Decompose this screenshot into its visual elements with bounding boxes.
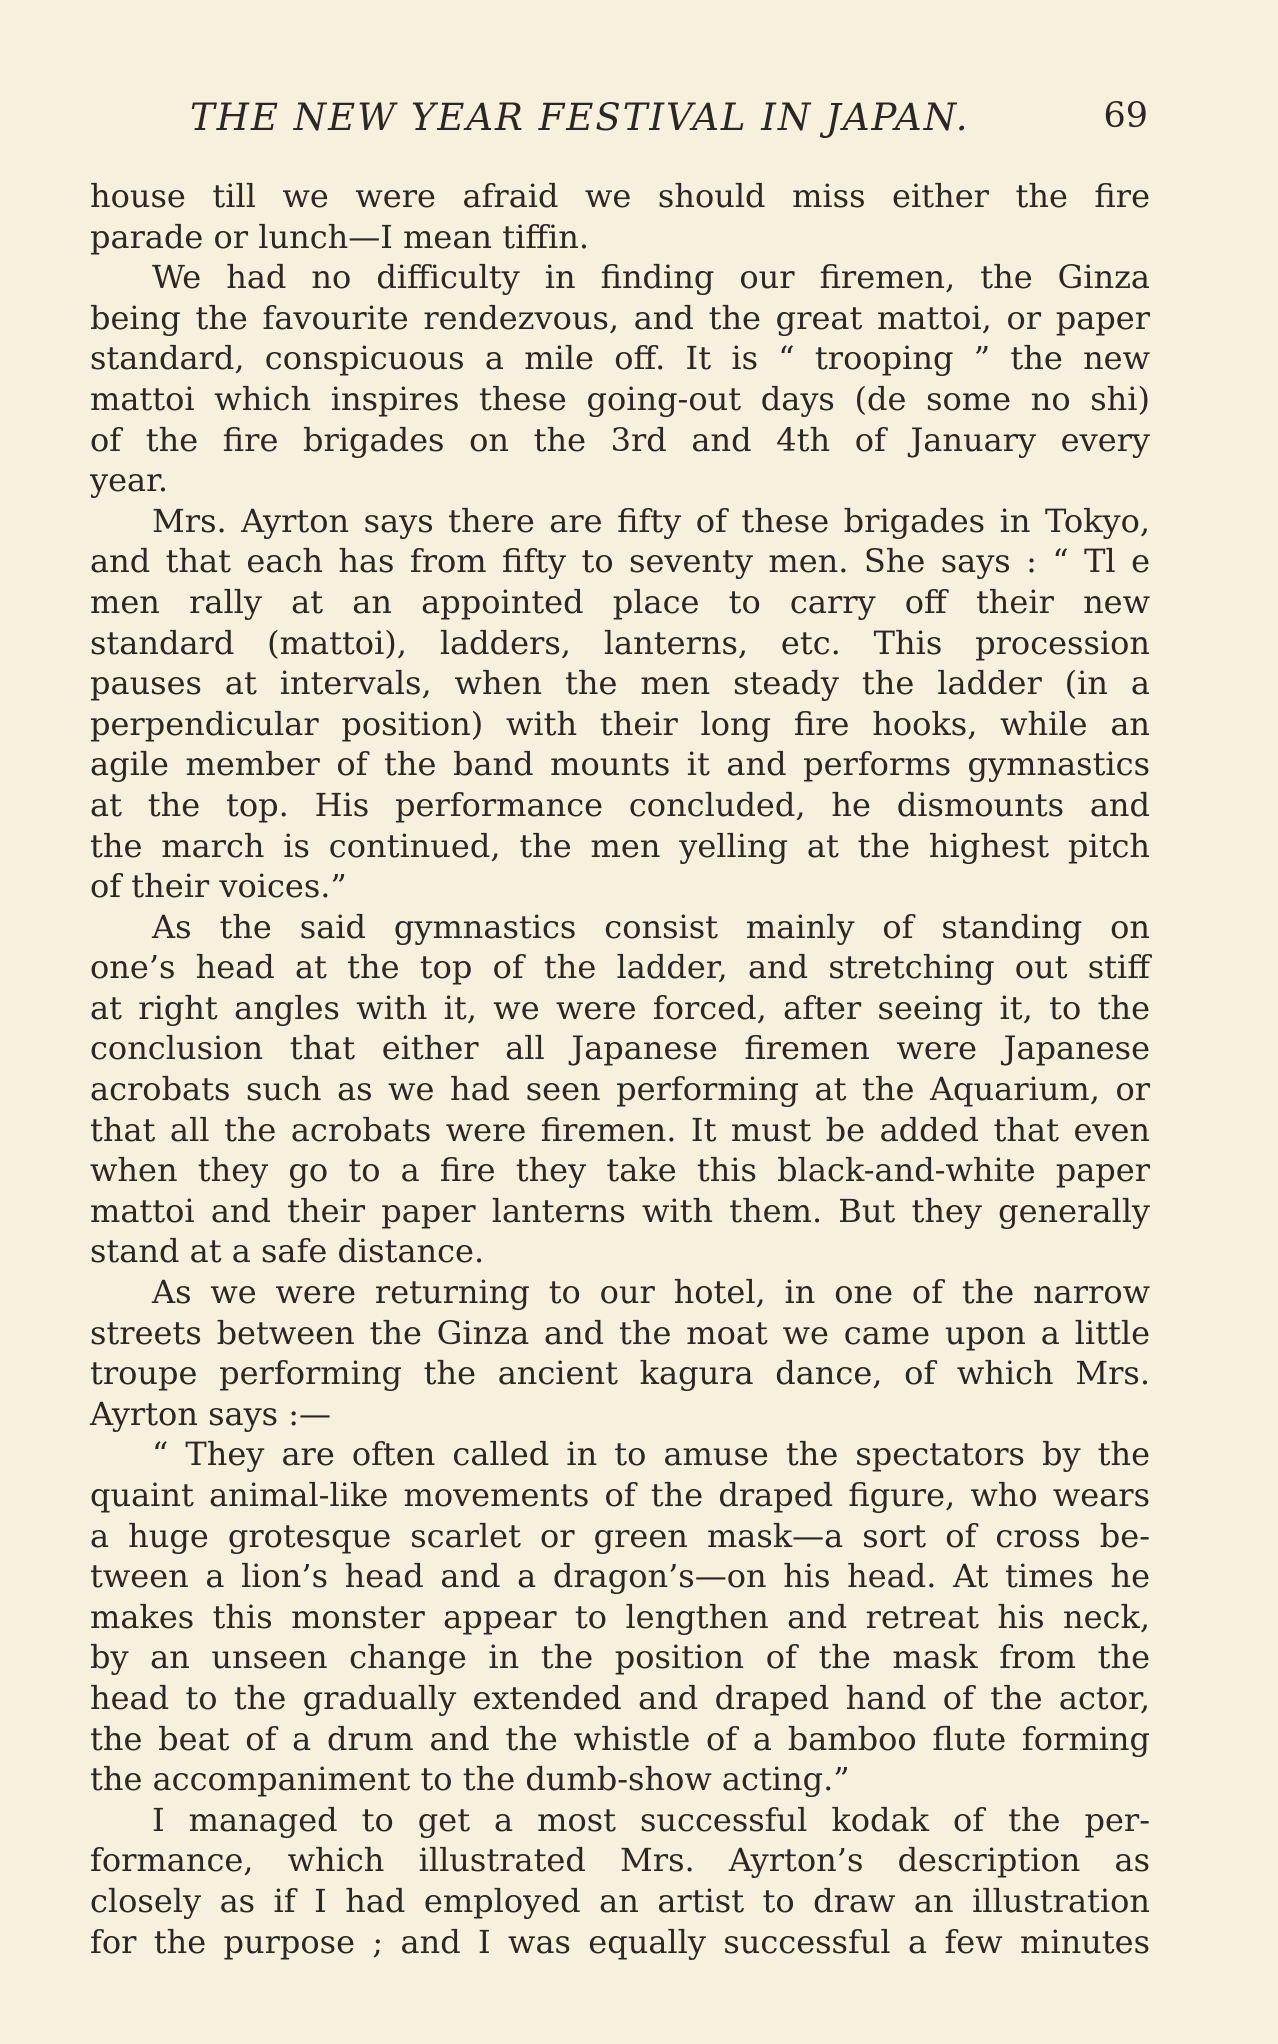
text-line: acrobats such as we had seen performing at the Aquarium, or [90, 1070, 1150, 1109]
text-line: As we were returning to our hotel, in one of the narrow [152, 1273, 1150, 1312]
text-line: pauses at intervals, when the men steady the ladder (in a [90, 664, 1150, 703]
text-line: head to the gradually extended and draped hand of the actor, [90, 1678, 1150, 1717]
text-line: streets between the Ginza and the moat we came upon a little [90, 1313, 1150, 1352]
text-line: stand at a safe distance. [90, 1232, 485, 1271]
text-line: formance, which illustrated Mrs. Ayrton’s description as [90, 1841, 1150, 1880]
text-line: perpendicular position) with their long fire hooks, while an [90, 704, 1150, 743]
text-line: of the fire brigades on the 3rd and 4th of January every [90, 420, 1150, 459]
text-line: As the said gymnastics consist mainly of standing on [152, 907, 1150, 946]
text-line: that all the acrobats were firemen. It must be added that even [90, 1110, 1150, 1149]
text-line: tween a lion’s head and a dragon’s—on his head. At times he [90, 1557, 1150, 1596]
text-line: mattoi and their paper lanterns with them. But they generally [90, 1191, 1150, 1230]
text-line: conclusion that either all Japanese firemen were Japanese [90, 1029, 1150, 1068]
text-line: standard, conspicuous a mile off. It is “ trooping ” the new [90, 339, 1150, 378]
text-line: mattoi which inspires these going-out days (de some no shi) [90, 379, 1150, 418]
running-head-title: THE NEW YEAR FESTIVAL IN JAPAN. [190, 96, 970, 139]
text-line: makes this monster appear to lengthen and retreat his neck, [90, 1597, 1150, 1636]
text-line: troupe performing the ancient kagura dance, of which Mrs. [90, 1354, 1150, 1393]
text-line: standard (mattoi), ladders, lanterns, etc. This procession [90, 623, 1150, 662]
text-line: I managed to get a most successful kodak of the per- [152, 1800, 1150, 1839]
running-head [90, 96, 1148, 144]
text-line: Mrs. Ayrton says there are fifty of these brigades in Tokyo, [152, 501, 1150, 540]
text-line: closely as if I had employed an artist to draw an illustration [90, 1881, 1150, 1920]
text-line: by an unseen change in the position of the mask from the [90, 1638, 1150, 1677]
text-line: the beat of a drum and the whistle of a bamboo flute forming [90, 1719, 1150, 1758]
body-text [90, 176, 1150, 1962]
text-line: year. [90, 461, 169, 500]
page-number: 69 [1103, 96, 1148, 136]
text-line: Ayrton says :— [90, 1394, 332, 1433]
text-line: men rally at an appointed place to carry off their new [90, 582, 1150, 621]
text-line: “ They are often called in to amuse the spectators by the [152, 1435, 1150, 1474]
text-line: parade or lunch—I mean tiffin. [90, 217, 590, 256]
text-line: at right angles with it, we were forced, after seeing it, to the [90, 988, 1150, 1027]
text-line: quaint animal-like movements of the draped figure, who wears [90, 1476, 1150, 1514]
text-line: at the top. His performance concluded, he dismounts and [90, 785, 1150, 824]
text-line: the march is continued, the men yelling at the highest pitch [90, 826, 1150, 865]
text-line: a huge grotesque scarlet or green mask—a sort of cross be- [90, 1516, 1150, 1555]
text-line: of their voices.” [90, 867, 347, 906]
text-line: We had no difficulty in finding our firemen, the Ginza [152, 258, 1150, 297]
text-line: being the favourite rendezvous, and the great mattoi, or paper [90, 298, 1150, 337]
text-line: when they go to a fire they take this black-and-white paper [90, 1151, 1150, 1190]
text-line: and that each has from fifty to seventy men. She says : “ Tl e [90, 542, 1150, 581]
text-line: house till we were afraid we should miss either the fire [90, 177, 1150, 215]
text-line: the accompaniment to the dumb-show acting.” [90, 1760, 850, 1799]
text-line: one’s head at the top of the ladder, and stretching out stiff [90, 948, 1150, 987]
text-line: for the purpose ; and I was equally successful a few minutes [90, 1922, 1150, 1961]
text-line: agile member of the band mounts it and performs gymnastics [90, 745, 1150, 784]
